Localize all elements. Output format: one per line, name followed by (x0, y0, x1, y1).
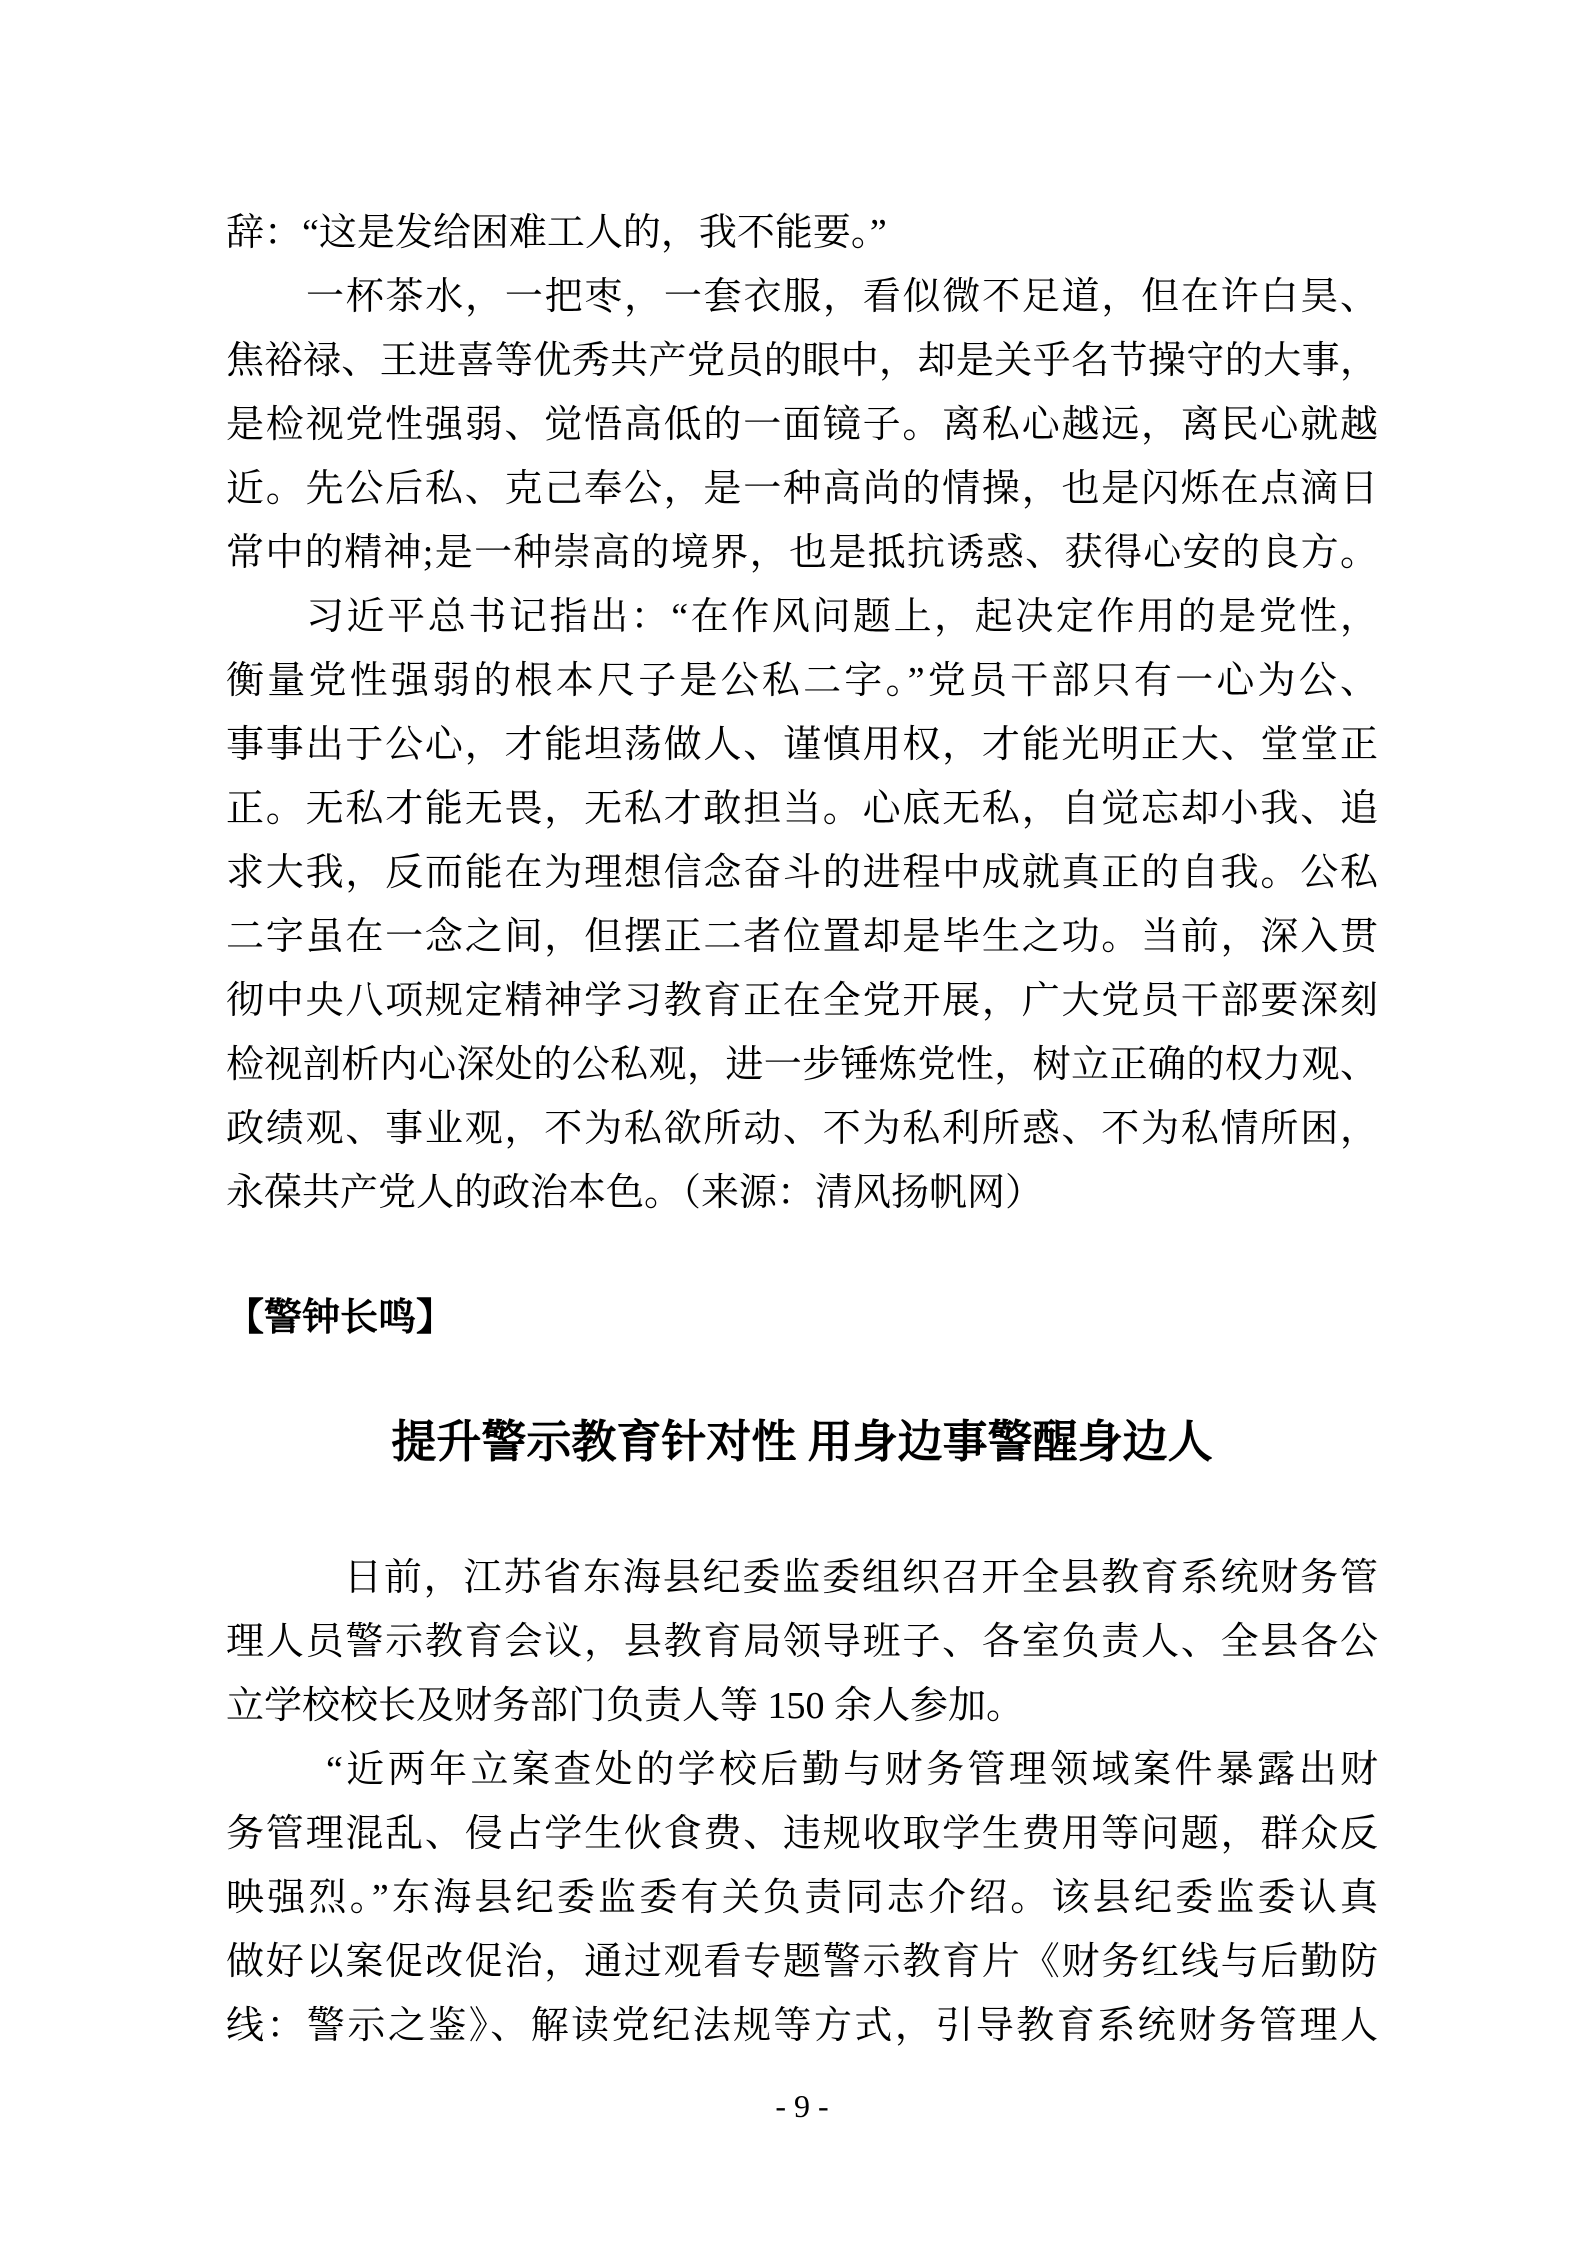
paragraph-line: 近。先公后私、克己奉公，是一种高尚的情操，也是闪烁在点滴日 (226, 468, 1378, 510)
continued-paragraph-line: 辞：“这是发给困难工人的，我不能要。” (226, 212, 887, 254)
paragraph-line: 求大我，反而能在为理想信念奋斗的进程中成就真正的自我。公私 (226, 852, 1378, 894)
paragraph-line: 常中的精神;是一种崇高的境界，也是抵抗诱惑、获得心安的良方。 (226, 532, 1378, 574)
paragraph-line: 映强烈。”东海县纪委监委有关负责同志介绍。该县纪委监委认真 (226, 1877, 1378, 1919)
paragraph-line: 焦裕禄、王进喜等优秀共产党员的眼中，却是关乎名节操守的大事， (226, 340, 1378, 382)
paragraph-line: 二字虽在一念之间，但摆正二者位置却是毕生之功。当前，深入贯 (226, 916, 1378, 958)
paragraph-line: 永葆共产党人的政治本色。（来源：清风扬帆网） (226, 1172, 1044, 1214)
paragraph-line: 立学校校长及财务部门负责人等 150 余人参加。 (226, 1685, 1025, 1727)
article-title: 提升警示教育针对性 用身边事警醒身边人 (391, 1417, 1213, 1467)
document-body (226, 0, 1378, 2126)
section-heading: 【警钟长鸣】 (226, 1297, 455, 1339)
page-number: - 9 - (775, 2088, 829, 2124)
paragraph-line: 彻中央八项规定精神学习教育正在全党开展，广大党员干部要深刻 (226, 980, 1378, 1022)
paragraph-line: 一杯茶水，一把枣，一套衣服，看似微不足道，但在许白昊、 (306, 276, 1378, 318)
paragraph-line: 衡量党性强弱的根本尺子是公私二字。”党员干部只有一心为公、 (226, 660, 1378, 702)
paragraph-line: 习近平总书记指出：“在作风问题上，起决定作用的是党性， (306, 596, 1378, 638)
paragraph-line: 日前，江苏省东海县纪委监委组织召开全县教育系统财务管 (344, 1557, 1378, 1599)
paragraph-line: 政绩观、事业观，不为私欲所动、不为私利所惑、不为私情所困， (226, 1108, 1378, 1150)
paragraph-line: 理人员警示教育会议，县教育局领导班子、各室负责人、全县各公 (226, 1621, 1378, 1663)
paragraph-line: 事事出于公心，才能坦荡做人、谨慎用权，才能光明正大、堂堂正 (226, 724, 1378, 766)
paragraph-line: 正。无私才能无畏，无私才敢担当。心底无私，自觉忘却小我、追 (226, 788, 1378, 830)
paragraph-line: 务管理混乱、侵占学生伙食费、违规收取学生费用等问题，群众反 (226, 1813, 1378, 1855)
paragraph-line: 线：警示之鉴》、解读党纪法规等方式，引导教育系统财务管理人 (226, 2005, 1378, 2047)
paragraph-line: “近两年立案查处的学校后勤与财务管理领域案件暴露出财 (326, 1749, 1378, 1791)
paragraph-line: 做好以案促改促治，通过观看专题警示教育片《财务红线与后勤防 (226, 1941, 1378, 1983)
paragraph-line: 是检视党性强弱、觉悟高低的一面镜子。离私心越远，离民心就越 (226, 404, 1378, 446)
paragraph-line: 检视剖析内心深处的公私观，进一步锤炼党性，树立正确的权力观、 (226, 1044, 1378, 1086)
